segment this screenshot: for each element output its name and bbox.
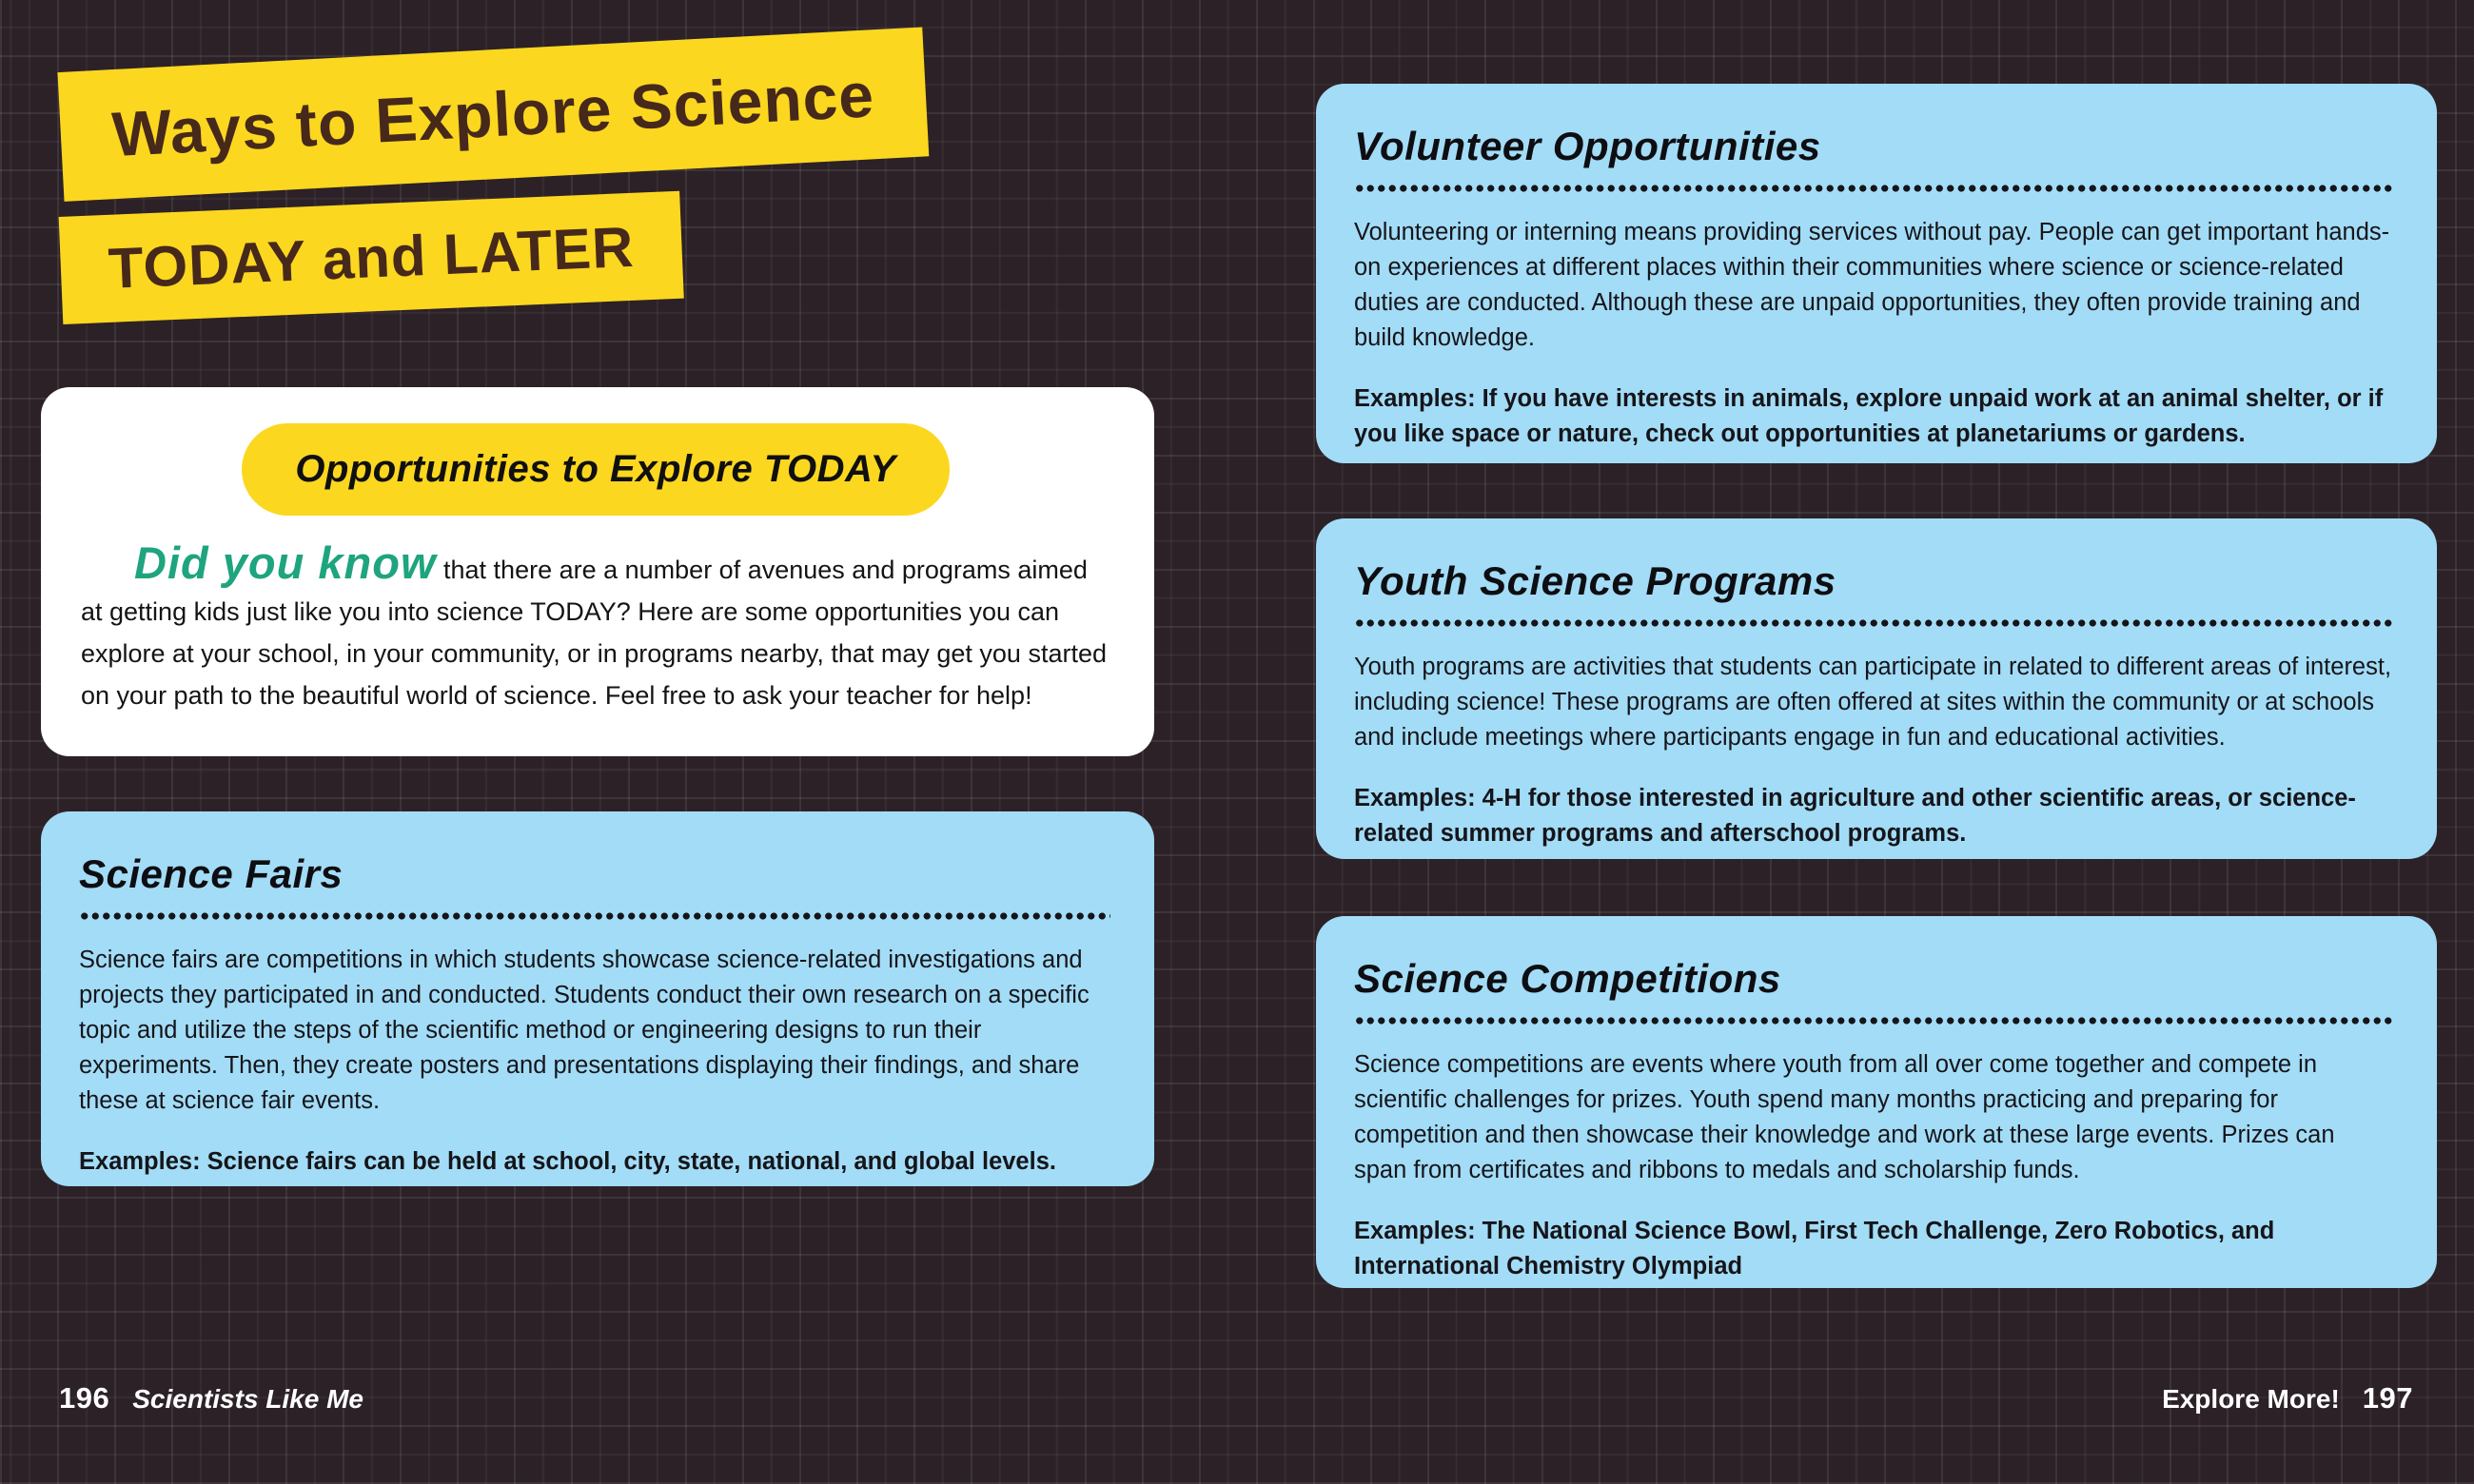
footer-left <box>59 1381 363 1416</box>
did-you-know-lead: Did you know <box>134 537 437 588</box>
section-title: Explore More! <box>2162 1384 2340 1414</box>
intro-badge <box>242 423 949 516</box>
volunteer-body: Volunteering or interning means providing services without pay. People can get important hands-on experiences at different places within their communities where science or science-related duties are conducted. Although these are unpaid opportunities, they often provide training and build knowledge. <box>1354 219 2390 351</box>
intro-paragraph <box>81 537 1110 716</box>
science-competitions-title: Science Competitions <box>1354 956 1781 1001</box>
page-number-right: 197 <box>2362 1381 2413 1415</box>
title-banner-line2 <box>59 191 684 324</box>
youth-programs-card <box>1316 518 2437 859</box>
volunteer-title: Volunteer Opportunities <box>1354 124 1821 168</box>
title-line1-text: Ways to Explore Science <box>109 59 876 170</box>
youth-programs-body: Youth programs are activities that students can participate in related to different areas of interest, including science! These programs are often offered at sites within the community or at schools and include meetings where participants engage in fun and educational activities. <box>1354 654 2392 751</box>
intro-badge-text: Opportunities to Explore TODAY <box>295 448 896 490</box>
dotted-divider <box>1354 1017 2393 1025</box>
youth-programs-title: Youth Science Programs <box>1354 558 1836 603</box>
dotted-divider <box>79 912 1110 920</box>
dotted-divider <box>1354 619 2393 627</box>
dotted-divider <box>1354 185 2393 192</box>
volunteer-examples: Examples: If you have interests in animals, explore unpaid work at an animal shelter, or if you like space or nature, check out opportunities at planetariums or gardens. <box>1354 385 2384 447</box>
intro-card <box>41 387 1154 756</box>
science-fairs-examples: Examples: Science fairs can be held at school, city, state, national, and global levels. <box>79 1148 1056 1175</box>
science-competitions-body: Science competitions are events where youth from all over come together and compete in scientific challenges for prizes. Youth spend many months practicing and preparing for competition and then showcase their knowledge and work at these large events. Prizes can span from certificates and ribbons to medals and scholarship funds. <box>1354 1051 2335 1183</box>
footer-right <box>2162 1381 2413 1416</box>
title-line2-text: TODAY and LATER <box>107 214 636 301</box>
page-number-left: 196 <box>59 1381 110 1415</box>
book-title: Scientists Like Me <box>132 1384 363 1414</box>
title-banner-line1 <box>57 27 929 201</box>
youth-programs-examples: Examples: 4-H for those interested in agriculture and other scientific areas, or science-related summer programs and afterschool programs. <box>1354 785 2356 847</box>
intro-body-text: that there are a number of avenues and programs aimed at getting kids just like you into science TODAY? Here are some opportunities you can explore at your school, in your community, or in programs nearby, that may get you started on your path to the beautiful world of science. Feel free to ask your teacher for help! <box>81 556 1107 710</box>
science-competitions-card <box>1316 916 2437 1288</box>
science-fairs-title: Science Fairs <box>79 851 344 896</box>
science-fairs-card <box>41 811 1154 1186</box>
science-fairs-body: Science fairs are competitions in which students showcase science-related investigations and projects they participated in and conducted. Students conduct their own research on a specific topic and utilize the steps of the scientific method or engineering designs to run their experiments. Then, they create posters and presentations displaying their findings, and share these at science fair events. <box>79 947 1090 1114</box>
science-competitions-examples: Examples: The National Science Bowl, First Tech Challenge, Zero Robotics, and International Chemistry Olympiad <box>1354 1218 2275 1279</box>
volunteer-card <box>1316 84 2437 463</box>
